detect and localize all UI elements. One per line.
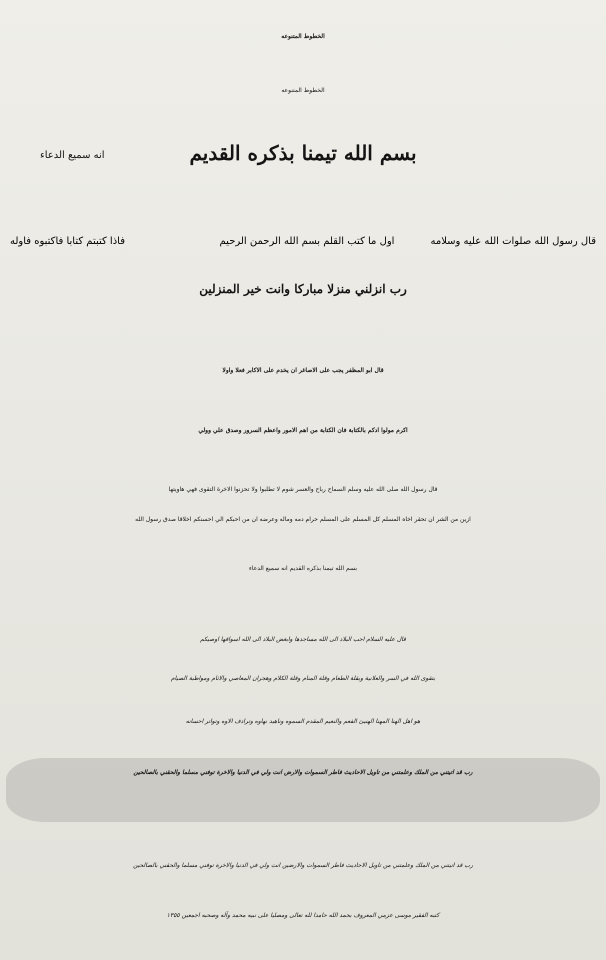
sheet-title: الخطوط المتنوعه [281, 33, 325, 40]
basmala-line: بسم الله تيمنا بذكره القديم [189, 141, 417, 165]
taqwa-line: بتقوى الله في السر والعلانية وبقلة الطعام وقلة المنام وقلة الكلام وهجران المعاصي والاثام ومواظبة الصيام [170, 675, 436, 682]
decorative-script-band [6, 758, 600, 822]
qala-line: قال عليه السلام احب البلاد الى الله مساجدها وابغض البلاد الى الله اسواقها اوصيكم [200, 636, 406, 643]
hadith-line-muslim: ازين من الشر ان تحقر اخاه المسلم كل المسلم على المسلم حرام دمه وماله وعرضه ان من احبكم الي احسنكم اخلاقا صدق رسول الله [135, 516, 471, 523]
hadith-line-small: قال رسول الله صلى الله عليه وسلم السماح رباح والعسر شوم لا تطلبوا ولا تحزنوا الاخرة التقوى فهي هاويتها [168, 486, 438, 493]
basmala-naskh-line: بسم الله تيمنا بذكره القديم انه سميع الدعاء [248, 565, 358, 572]
decorative-script-line: رب قد اتيتني من الملك وعلمتني من تاويل الاحاديث فاطر السموات والارض انت ولي في الدنيا والاخرة توفني مسلما والحقني بالصالحين [133, 769, 473, 776]
writing-honor-line: اكرم مولوا ادكم بالكتابة فان الكتابة من اهم الامور واعظم السرور وصدق علي وولي [198, 427, 408, 434]
verse-line: رب انزلني منزلا مباركا وانت خير المنزلين [199, 282, 407, 296]
hadith-middle: اول ما كتب القلم بسم الله الرحمن الرحيم [219, 236, 395, 247]
hadith-end: فاذا كتبتم كتابا فاكتبوه فاوله [10, 236, 125, 247]
abu-muzaffar-line: قال ابو المظفر يجب على الاصاغر ان يخدم على الاكابر فعلا واولا [222, 367, 384, 374]
congratulation-line: هو اهل الهنا المهنا الهنيئ الفعم والنعيم المقدم السموه وناهيد نهاوه وترادف الاوه وتواتر احسانه [185, 718, 421, 725]
hadith-intro: قال رسول الله صلوات الله عليه وسلامه [430, 236, 596, 247]
corner-note: انه سميع الدعاء [40, 150, 105, 161]
closing-prayer-line: رب قد اتيتني من الملك وعلمتني من تاويل الاحاديث فاطر السموات والارضين انت ولي في الدنيا والاخرة توفني مسلما والحقني بالصالحين [133, 862, 473, 869]
calligrapher-signature: كتبه الفقير موسى عزمي المعروف بحمد الله حامدا لله تعالى ومصليا على نبيه محمد وآله وصحبه اجمعين ١٣٥٥ [166, 912, 440, 919]
sheet-subtitle: الخطوط المتنوعه [281, 87, 325, 94]
